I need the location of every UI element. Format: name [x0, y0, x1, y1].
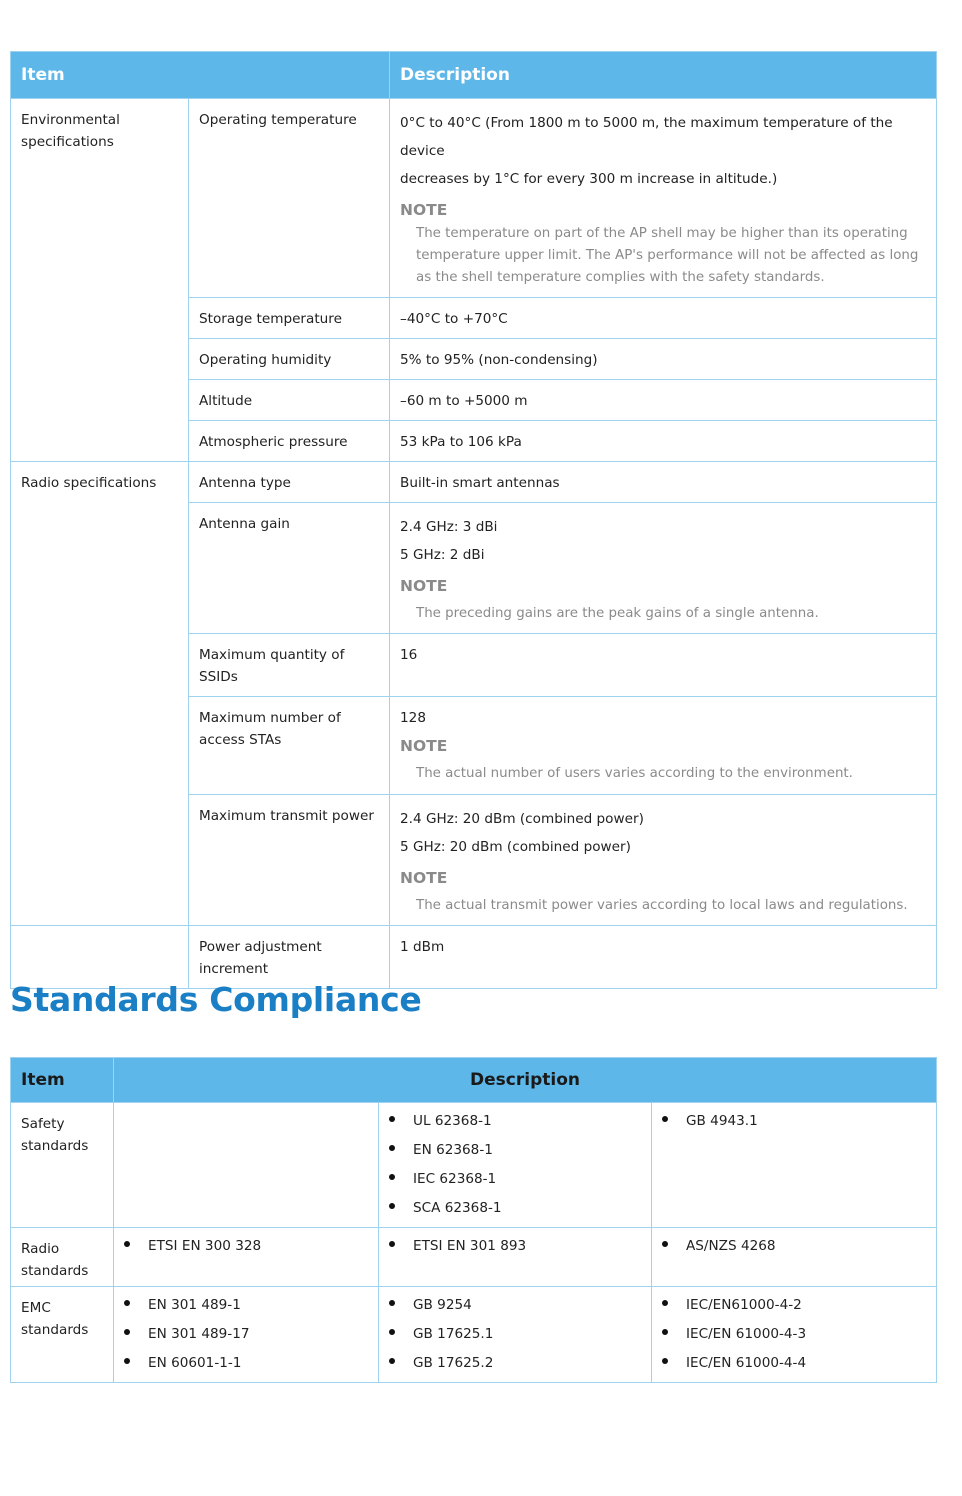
- power-2g: 2.4 GHz: 20 dBm (combined power): [400, 811, 644, 827]
- spec-label: Maximum quantity of SSIDs: [189, 634, 390, 697]
- note-text: The preceding gains are the peak gains of a single antenna.: [416, 606, 819, 621]
- note-text: The actual transmit power varies according to local laws and regulations.: [416, 898, 908, 913]
- spec-label: Antenna type: [189, 462, 390, 503]
- spec-label: Operating temperature: [189, 99, 390, 298]
- max-stas-value: 128: [400, 710, 426, 726]
- emc-col3: [652, 1287, 937, 1383]
- standards-list: [387, 1291, 641, 1378]
- table-row: [11, 1103, 937, 1228]
- note-title: NOTE: [400, 869, 448, 887]
- spec-value: [390, 99, 937, 298]
- note-title: NOTE: [400, 577, 448, 595]
- spec-label: Operating humidity: [189, 339, 390, 380]
- item-header: Item: [11, 1058, 114, 1103]
- standards-header-row: [11, 1058, 937, 1103]
- spec-value: 53 kPa to 106 kPa: [390, 421, 937, 462]
- item-header: Item: [11, 52, 390, 99]
- standards-list: [660, 1291, 926, 1378]
- list-item: GB 4943.1: [660, 1107, 926, 1136]
- standards-list: [660, 1232, 926, 1261]
- note-title: NOTE: [400, 201, 448, 219]
- standards-table: [10, 1057, 937, 1383]
- power-5g: 5 GHz: 20 dBm (combined power): [400, 839, 631, 855]
- standards-list: [122, 1232, 368, 1261]
- spec-value: 5% to 95% (non-condensing): [390, 339, 937, 380]
- spec-label: Storage temperature: [189, 298, 390, 339]
- standards-heading: Standards Compliance: [10, 980, 422, 1019]
- spec-value: [390, 503, 937, 634]
- spec-header-row: [11, 52, 937, 99]
- note-title: NOTE: [400, 737, 448, 755]
- standards-list: [387, 1107, 641, 1223]
- standards-list: [660, 1107, 926, 1136]
- list-item: GB 17625.2: [387, 1349, 641, 1378]
- spec-value: [390, 697, 937, 795]
- list-item: EN 62368-1: [387, 1136, 641, 1165]
- spec-value: 16: [390, 634, 937, 697]
- table-row: [11, 1287, 937, 1383]
- list-item: ETSI EN 301 893: [387, 1232, 641, 1261]
- list-item: UL 62368-1: [387, 1107, 641, 1136]
- list-item: GB 9254: [387, 1291, 641, 1320]
- spec-value: 1 dBm: [390, 926, 937, 989]
- list-item: IEC/EN 61000-4-4: [660, 1349, 926, 1378]
- note-text: The temperature on part of the AP shell may be higher than its operating temperature upper limit. The AP's performance will not be affected as long as the shell temperature complies with the safety standards.: [416, 226, 919, 285]
- radio-label: Radio standards: [11, 1228, 114, 1287]
- group-environmental: Environmental specifications: [11, 99, 189, 462]
- table-row: [11, 1228, 937, 1287]
- list-item: AS/NZS 4268: [660, 1232, 926, 1261]
- list-item: IEC/EN61000-4-2: [660, 1291, 926, 1320]
- safety-col1: [114, 1103, 379, 1228]
- emc-col2: [379, 1287, 652, 1383]
- safety-col2: [379, 1103, 652, 1228]
- note-text: The actual number of users varies according to the environment.: [416, 766, 853, 781]
- emc-label: EMC standards: [11, 1287, 114, 1383]
- radio-col1: [114, 1228, 379, 1287]
- spec-label: Antenna gain: [189, 503, 390, 634]
- list-item: IEC 62368-1: [387, 1165, 641, 1194]
- spec-value: Built-in smart antennas: [390, 462, 937, 503]
- emc-col1: [114, 1287, 379, 1383]
- operating-temperature-range: 0°C to 40°C (From 1800 m to 5000 m, the maximum temperature of the device: [400, 115, 893, 159]
- description-header: Description: [390, 52, 937, 99]
- spec-label: Altitude: [189, 380, 390, 421]
- list-item: ETSI EN 300 328: [122, 1232, 368, 1261]
- spec-value: –60 m to +5000 m: [390, 380, 937, 421]
- radio-col3: [652, 1228, 937, 1287]
- list-item: SCA 62368-1: [387, 1194, 641, 1223]
- spec-value: –40°C to +70°C: [390, 298, 937, 339]
- description-header: Description: [114, 1058, 937, 1103]
- spec-label: Maximum transmit power: [189, 795, 390, 926]
- spec-value: [390, 795, 937, 926]
- list-item: IEC/EN 61000-4-3: [660, 1320, 926, 1349]
- safety-col3: [652, 1103, 937, 1228]
- gain-5g: 5 GHz: 2 dBi: [400, 547, 485, 563]
- standards-list: [387, 1232, 641, 1261]
- spec-label: Maximum number of access STAs: [189, 697, 390, 795]
- radio-col2: [379, 1228, 652, 1287]
- list-item: EN 60601-1-1: [122, 1349, 368, 1378]
- spec-label: Power adjustment increment: [189, 926, 390, 989]
- operating-temperature-derating: decreases by 1°C for every 300 m increase in altitude.): [400, 171, 778, 187]
- standards-list: [122, 1291, 368, 1378]
- list-item: EN 301 489-17: [122, 1320, 368, 1349]
- safety-label: Safety standards: [11, 1103, 114, 1228]
- specifications-table: [10, 51, 937, 989]
- table-row: [11, 462, 937, 503]
- gain-2g: 2.4 GHz: 3 dBi: [400, 519, 498, 535]
- table-row: [11, 99, 937, 298]
- spec-label: Atmospheric pressure: [189, 421, 390, 462]
- group-radio: Radio specifications: [11, 462, 189, 926]
- list-item: EN 301 489-1: [122, 1291, 368, 1320]
- list-item: GB 17625.1: [387, 1320, 641, 1349]
